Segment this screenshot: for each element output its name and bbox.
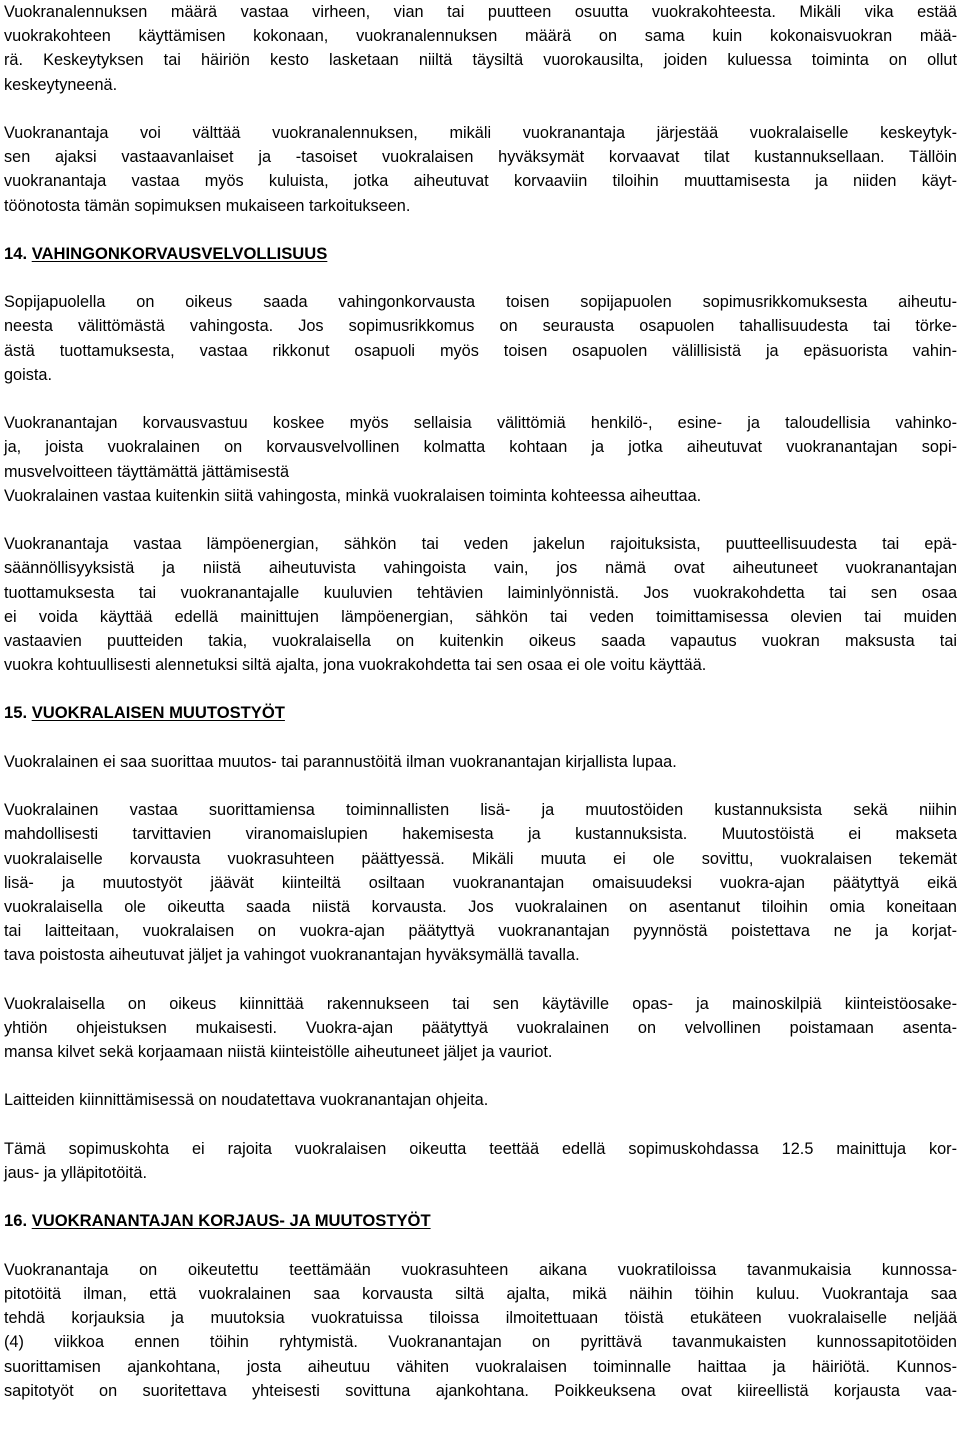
paragraph-line: Tämä sopimuskohta ei rajoita vuokralaisen oikeutta teettää edellä sopimuskohdassa 12.5 mainittuja kor-	[4, 1139, 957, 1158]
paragraph-line: jaus- ja ylläpitotöitä.	[4, 1164, 147, 1182]
paragraph-line: yhtiön ohjeistuksen mukaisesti. Vuokra-ajan päätyttyä vuokralainen on velvollinen poistamaan asenta-	[4, 1018, 957, 1037]
paragraph-line: ei voida käyttää edellä mainittujen lämpöenergian, sähkön tai veden toimittamisessa olevien tai muiden	[4, 607, 957, 626]
paragraph-line: ästä tuottamuksesta, vastaa rikkonut osapuoli myös toisen osapuolen välillisistä ja epäsuorista vahin-	[4, 341, 957, 360]
paragraph-line: mahdollisesti tarvittavien viranomaislupien hakemisesta ja kustannuksista. Muutostöistä ei makseta	[4, 825, 957, 844]
paragraph-line: vuokrakohteen käyttämisen kokonaan, vuokranalennuksen määrä on sama kuin kokonaisvuokran mää-	[4, 27, 957, 46]
paragraph-line: Vuokralaisella on oikeus kiinnittää rakennukseen tai sen käytäville opas- ja mainoskilpiä kiinteistöosake-	[4, 994, 957, 1013]
section-heading-14	[4, 242, 957, 266]
paragraph-line: Vuokranantaja on oikeutettu teettämään vuokrasuhteen aikana vuokratiloissa tavanmukaisia kunnossa-	[4, 1260, 957, 1279]
document-page	[4, 0, 957, 1403]
paragraph-line: vastaavien puutteiden takia, vuokralaisella on kuitenkin oikeus saada vapautus vuokran maksusta tai	[4, 631, 957, 650]
paragraph-line: keskeytyneenä.	[4, 75, 118, 94]
paragraph-line: lisä- ja muutostyöt jäävät kiinteiltä osiltaan vuokranantajan omaisuudeksi vuokra-ajan päätyttyä eikä	[4, 873, 957, 892]
paragraph-line: rä. Keskeytyksen tai häiriön kesto lasketaan niiltä täysiltä vuorokausilta, joiden kuluessa toiminta on ollut	[4, 51, 957, 70]
section-number: 16.	[4, 1211, 28, 1231]
paragraph-line: vuokralaisella ole oikeutta saada niistä korvausta. Jos vuokralainen on asentanut tiloihin omia koneitaan	[4, 897, 957, 916]
section-number: 14.	[4, 243, 28, 263]
paragraph-line: Vuokralainen ei saa suorittaa muutos- tai parannustöitä ilman vuokranantajan kirjallista lupaa.	[4, 752, 677, 771]
paragraph-line: vuokra kohtuullisesti alennetuksi siltä ajalta, jona vuokrakohdetta tai sen osaa ei ole voitu käyttää.	[4, 656, 707, 675]
paragraph-line: Vuokranantaja vastaa lämpöenergian, sähkön tai veden jakelun rajoituksista, puutteellisuudesta tai epä-	[4, 535, 957, 554]
paragraph-line: neesta välittömästä vahingosta. Jos sopimusrikkomus on seurausta osapuolen tahallisuudesta tai törke-	[4, 317, 957, 336]
paragraph-line: Vuokralainen vastaa kuitenkin siitä vahingosta, minkä vuokralaisen toiminta kohteessa aiheuttaa.	[4, 486, 702, 505]
paragraph-line: Vuokranalennuksen määrä vastaa virheen, vian tai puutteen osuutta vuokrakohteesta. Mikäli vika estää	[4, 3, 957, 21]
paragraph-line: tuottamuksesta tai vuokranantajalle kuuluvien tehtävien laiminlyönnistä. Jos vuokrakohdetta tai sen osaa	[4, 583, 957, 602]
paragraph-line: vuokranantaja vastaa myös kuluista, jotka aiheutuvat korvaaviin tiloihin muuttamisesta ja niiden käyt-	[4, 172, 957, 191]
paragraph-line: Vuokranantajan korvausvastuu koskee myös sellaisia välittömiä henkilö-, esine- ja taloudellisia vahinko-	[4, 414, 957, 433]
section-title: VAHINGONKORVAUSVELVOLLISUUS	[31, 243, 328, 263]
paragraph-line: suorittamisen ajankohtana, josta aiheutuu vähiten vuokralaisen toiminnalle haittaa ja häiriötä. Kunnos-	[4, 1357, 957, 1376]
paragraph-line: tehdä korjauksia ja muutoksia vuokratuissa tiloissa ilmoitettuaan töistä etukäteen vuokralaiselle neljää	[4, 1309, 957, 1328]
paragraph-line: sapitotyöt on suoritettava yhteisesti sovittuna ajankohtana. Poikkeuksena ovat kiireellistä korjausta vaa-	[4, 1381, 957, 1400]
section-heading-15	[4, 701, 957, 725]
paragraph-line: töönotosta tämän sopimuksen mukaiseen tarkoitukseen.	[4, 196, 411, 215]
section-title: VUOKRANANTAJAN KORJAUS- JA MUUTOSTYÖT	[31, 1211, 431, 1231]
paragraph-line: vuokralaiselle korvausta vuokrasuhteen päättyessä. Mikäli muuta ei ole sovittu, vuokralaisen tekemät	[4, 849, 957, 868]
section-heading-16	[4, 1209, 957, 1233]
paragraph-line: tai laitteitaan, vuokralaisen on vuokra-ajan päätyttyä vuokranantajan pyynnöstä poistettava ne ja korjat-	[4, 922, 957, 941]
paragraph-line: Laitteiden kiinnittämisessä on noudatettava vuokranantajan ohjeita.	[4, 1091, 489, 1110]
paragraph-line: tava poistosta aiheutuvat jäljet ja vahingot vuokranantajan hyväksymällä tavalla.	[4, 946, 580, 965]
paragraph-line: pitotöitä ilman, että vuokralainen saa korvausta siltä ajalta, mikä näihin töihin kuluu. Vuokrantaja saa	[4, 1284, 957, 1303]
paragraph-line: musvelvoitteen täyttämättä jättämisestä	[4, 462, 290, 481]
paragraph-line: (4) viikkoa ennen töihin ryhtymistä. Vuokranantajan on pyrittävä tavanmukaisten kunnossapitotöiden	[4, 1333, 957, 1352]
paragraph-line: Sopijapuolella on oikeus saada vahingonkorvausta toisen sopijapuolen sopimusrikkomuksesta aiheutu-	[4, 293, 957, 312]
paragraph-line: mansa kilvet sekä korjaamaan niistä kiinteistölle aiheutuneet jäljet ja vauriot.	[4, 1043, 553, 1062]
section-title: VUOKRALAISEN MUUTOSTYÖT	[31, 703, 285, 723]
paragraph-line: goista.	[4, 365, 52, 384]
paragraph-line: Vuokralainen vastaa suorittamiensa toiminnallisten lisä- ja muutostöiden kustannuksista sekä niihin	[4, 801, 957, 820]
paragraph-line: sen ajaksi vastaavanlaiset ja -tasoiset vuokralaisen hyväksymät korvaavat tilat kustannuksellaan. Tällöin	[4, 148, 957, 167]
section-number: 15.	[4, 703, 28, 723]
paragraph-line: säännöllisyyksistä ja niistä aiheutuvista vahingoista vain, jos nämä ovat aiheutuneet vuokranantajan	[4, 559, 957, 578]
paragraph-line: ja, joista vuokralainen on korvausvelvollinen kolmatta kohtaan ja jotka aiheutuvat vuokranantajan sopi-	[4, 438, 957, 457]
paragraph-line: Vuokranantaja voi välttää vuokranalennuksen, mikäli vuokranantaja järjestää vuokralaiselle keskeytyk-	[4, 123, 957, 142]
